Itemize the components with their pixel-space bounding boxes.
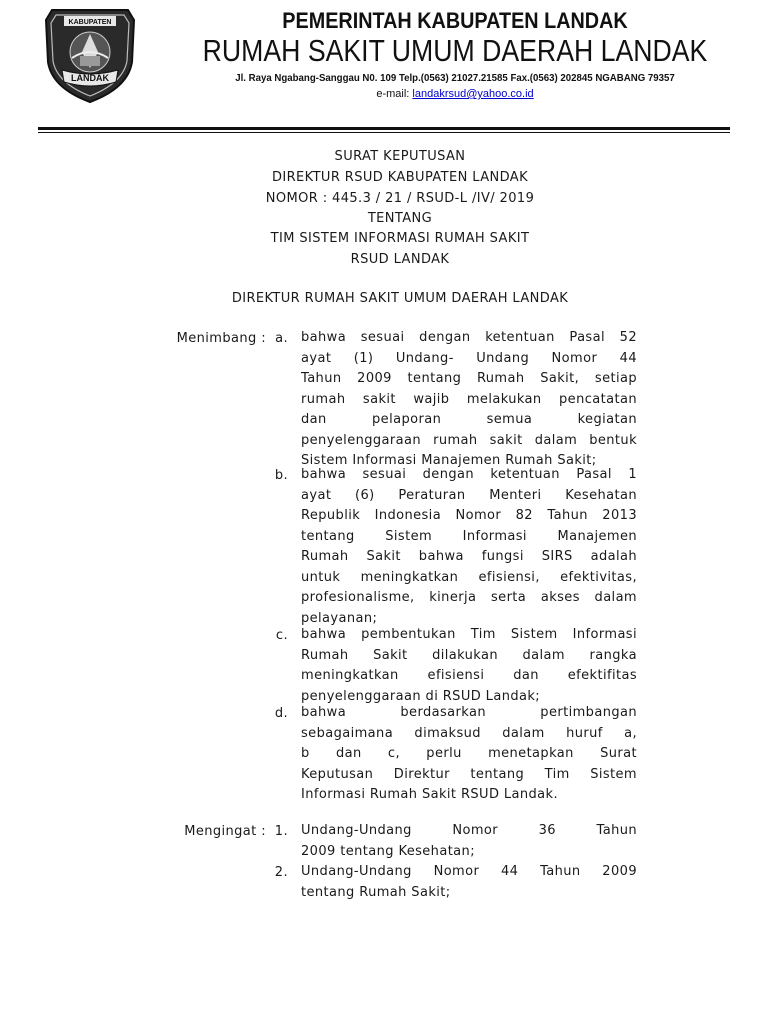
doc-subject-2: RSUD LANDAK (350, 252, 450, 267)
logo-badge-text: KABUPATEN (68, 19, 112, 26)
item-mark-c: c. (275, 628, 288, 643)
doc-issuer-line: DIREKTUR RSUD KABUPATEN LANDAK (271, 170, 529, 185)
address-line: Jl. Raya Ngabang-Sanggau N0. 109 Telp.(0563) 21027.21585 Fax.(0563) 202845 NGABANG 79357 (235, 72, 675, 84)
text-line: Republik Indonesia Nomor 82 Tahun 2013 (301, 508, 637, 523)
legal-basis-1 (301, 821, 637, 862)
text-line: bahwa sesuai dengan ketentuan Pasal 52 (301, 330, 637, 345)
text-line: profesionalisme, kinerja serta akses dalam (301, 590, 637, 605)
text-line: pelayanan; (301, 610, 378, 626)
text-line: bahwa sesuai dengan ketentuan Pasal 1 (301, 467, 637, 482)
email-label: e-mail: (376, 88, 413, 100)
logo-banner-text: LANDAK (71, 73, 109, 83)
text-line: 2009 tentang Kesehatan; (301, 843, 475, 859)
email-link[interactable]: landakrsud@yahoo.co.id (412, 88, 534, 100)
text-line: rumah sakit wajib melakukan pencatatan (301, 391, 637, 407)
item-mark-2: 2. (274, 865, 288, 880)
doc-about-label: TENTANG (367, 211, 433, 226)
consideration-b (301, 465, 637, 629)
text-line: penyelenggaraan rumah sakit dalam bentuk (301, 432, 637, 448)
item-mark-1: 1. (274, 824, 288, 839)
text-line: Rumah Sakit dilakukan dalam rangka (301, 647, 637, 663)
text-line: Sistem Informasi Manajemen Rumah Sakit; (301, 453, 597, 468)
text-line: sebagaimana dimaksud dalam huruf a, (301, 725, 637, 741)
item-mark-a: a. (275, 331, 288, 346)
text-line: tentang Rumah Sakit; (301, 884, 451, 900)
text-line: ayat (6) Peraturan Menteri Kesehatan (301, 487, 637, 503)
email-line (150, 88, 760, 100)
item-mark-d: d. (274, 706, 288, 721)
item-mark-b: b. (274, 468, 288, 483)
header-rule-thin (38, 132, 730, 133)
text-line: Undang-Undang Nomor 36 Tahun (301, 823, 637, 838)
legal-basis-2 (301, 862, 637, 903)
doc-type: SURAT KEPUTUSAN (334, 149, 466, 164)
text-line: dan pelaporan semua kegiatan (301, 412, 637, 427)
doc-subject: TIM SISTEM INFORMASI RUMAH SAKIT (270, 231, 530, 246)
text-line: penyelenggaraan di RSUD Landak; (301, 688, 541, 704)
consideration-d (301, 703, 637, 806)
issuer-heading: DIREKTUR RUMAH SAKIT UMUM DAERAH LANDAK (231, 291, 569, 306)
government-name: PEMERINTAH KABUPATEN LANDAK (282, 8, 628, 33)
consideration-a (301, 328, 637, 472)
text-line: meningkatkan efisiensi dan efektifitas (301, 668, 637, 683)
consideration-c (301, 625, 637, 707)
text-line: bahwa pembentukan Tim Sistem Informasi (301, 627, 637, 642)
text-line: tentang Sistem Informasi Manajemen (301, 528, 637, 544)
text-line: bahwa berdasarkan pertimbangan (301, 705, 637, 720)
text-line: untuk meningkatkan efisiensi, efektivitas, (301, 569, 637, 585)
mengingat-label: Mengingat : (184, 824, 266, 839)
regency-logo (42, 6, 138, 104)
header-rule-thick (38, 127, 730, 130)
text-line: Keputusan Direktur tentang Tim Sistem (301, 766, 637, 782)
text-line: b dan c, perlu menetapkan Surat (301, 746, 637, 761)
text-line: Informasi Rumah Sakit RSUD Landak. (301, 787, 559, 802)
text-line: Rumah Sakit bahwa fungsi SIRS adalah (301, 549, 637, 564)
hospital-name: RUMAH SAKIT UMUM DAERAH LANDAK (202, 33, 708, 68)
text-line: Undang-Undang Nomor 44 Tahun 2009 (301, 864, 637, 879)
text-line: ayat (1) Undang- Undang Nomor 44 (301, 350, 637, 366)
doc-number: NOMOR : 445.3 / 21 / RSUD-L /IV/ 2019 (265, 191, 535, 206)
text-line: Tahun 2009 tentang Rumah Sakit, setiap (301, 371, 637, 386)
menimbang-label: Menimbang : (176, 331, 266, 346)
